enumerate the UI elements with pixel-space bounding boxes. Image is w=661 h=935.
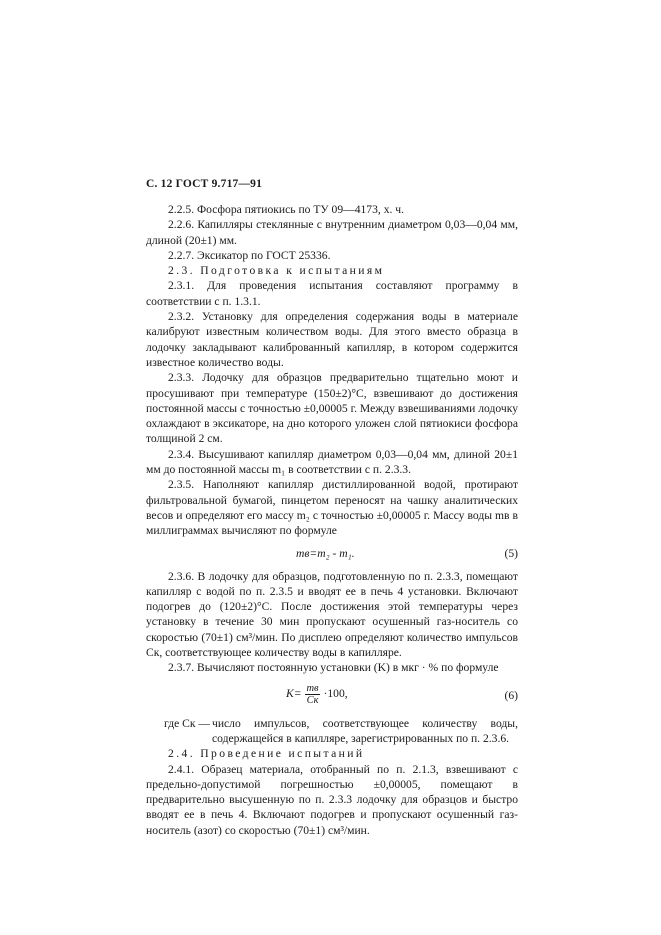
formula-6-number: (6): [504, 688, 518, 702]
formula-6-lhs: K=: [286, 687, 302, 701]
page-header: С. 12 ГОСТ 9.717—91: [146, 178, 263, 190]
formula-6-rhs: ·100,: [323, 687, 348, 701]
section-heading-2-4: 2.4. Проведение испытаний: [168, 747, 365, 761]
formula-6-denominator: Cк: [306, 694, 319, 706]
formula-6-fraction: [305, 683, 321, 706]
paragraph-2-3-7: 2.3.7. Вычисляют постоянную установки (K) в мкг · % по формуле: [168, 661, 499, 675]
paragraph-2-2-6: 2.2.6. Капилляры стеклянные с внутренним диаметром 0,03—0,04 мм, длиной (20±1) мм.: [146, 218, 518, 247]
formula-6-expression: [286, 683, 348, 706]
paragraph-2-3-2: 2.3.2. Установку для определения содержания воды в материале калибруют известным количеством воды. Для этого вместо образца в лодочку закладывают калиброванный капилляр, в котором содержится известное количество воды.: [146, 310, 518, 369]
paragraph-2-3-5: 2.3.5. Наполняют капилляр дистиллированной водой, протирают фильтровальной бумагой, пинцетом переносят на чашку аналитических весов и определяют его массу m₂ с точностью ±0,00005 г. Массу воды mв в миллиграммах вычисляют по формуле: [146, 478, 518, 538]
paragraph-2-3-1: 2.3.1. Для проведения испытания составляют программу в соответствии с п. 1.3.1.: [146, 279, 518, 308]
paragraph-2-3-3: 2.3.3. Лодочку для образцов предварительно тщательно моют и просушивают при температуре (150±2)°С, взвешивают до достижения постоянной массы с точностью ±0,00005 г. Между взвешиваниями лодочку охлаждают в эксикаторе, на дно которого уложен слой пятиокиси фосфора толщиной 2 см.: [146, 371, 518, 446]
paragraph-2-2-5: 2.2.5. Фосфора пятиокись по ТУ 09—4173, х. ч.: [168, 203, 405, 216]
paragraph-2-2-7: 2.2.7. Эксикатор по ГОСТ 25336.: [168, 248, 331, 262]
variable-label: где Cк —: [164, 716, 210, 730]
variable-definition: [146, 716, 518, 747]
section-heading-2-3: 2.3. Подготовка к испытаниям: [168, 264, 385, 278]
variable-description: число импульсов, соответствующее количеству воды, содержащейся в капилляре, зарегистрированных по п. 2.3.6.: [212, 716, 518, 745]
paragraph-2-4-1: 2.4.1. Образец материала, отобранный по п. 2.1.3, взвешивают с предельно-допустимой погрешностью ±0,00005, помещают в предварительно высушенную по п. 2.3.3 лодочку для образцов и быстро вводят ее в печь 4. Включают подогрев и пропускают осушенный газ-носитель (азот) со скоростью (70±1) см³/мин.: [146, 762, 518, 837]
formula-6: [146, 678, 518, 714]
formula-5-expression: mв=m₂ - m₁.: [296, 546, 355, 560]
formula-5: [146, 543, 518, 567]
paragraph-2-3-4: 2.3.4. Высушивают капилляр диаметром 0,03—0,04 мм, длиной 20±1 мм до постоянной массы m₁ в соответствии с п. 2.3.3.: [146, 447, 518, 477]
formula-6-numerator: mв: [306, 682, 319, 694]
paragraph-2-3-6: 2.3.6. В лодочку для образцов, подготовленную по п. 2.3.3, помещают капилляр с водой по п. 2.3.5 и вводят ее в печь 4 установки. Включают подогрев до (120±2)°С. После достижения этой температуры через установку в течение 30 мин пропускают осушенный газ-носитель со скоростью (70±1) см³/мин. По дисплею определяют количество импульсов Cк, соответствующее количеству воды в капилляре.: [146, 569, 518, 660]
formula-5-number: (5): [504, 546, 518, 560]
document-body: [146, 202, 518, 838]
